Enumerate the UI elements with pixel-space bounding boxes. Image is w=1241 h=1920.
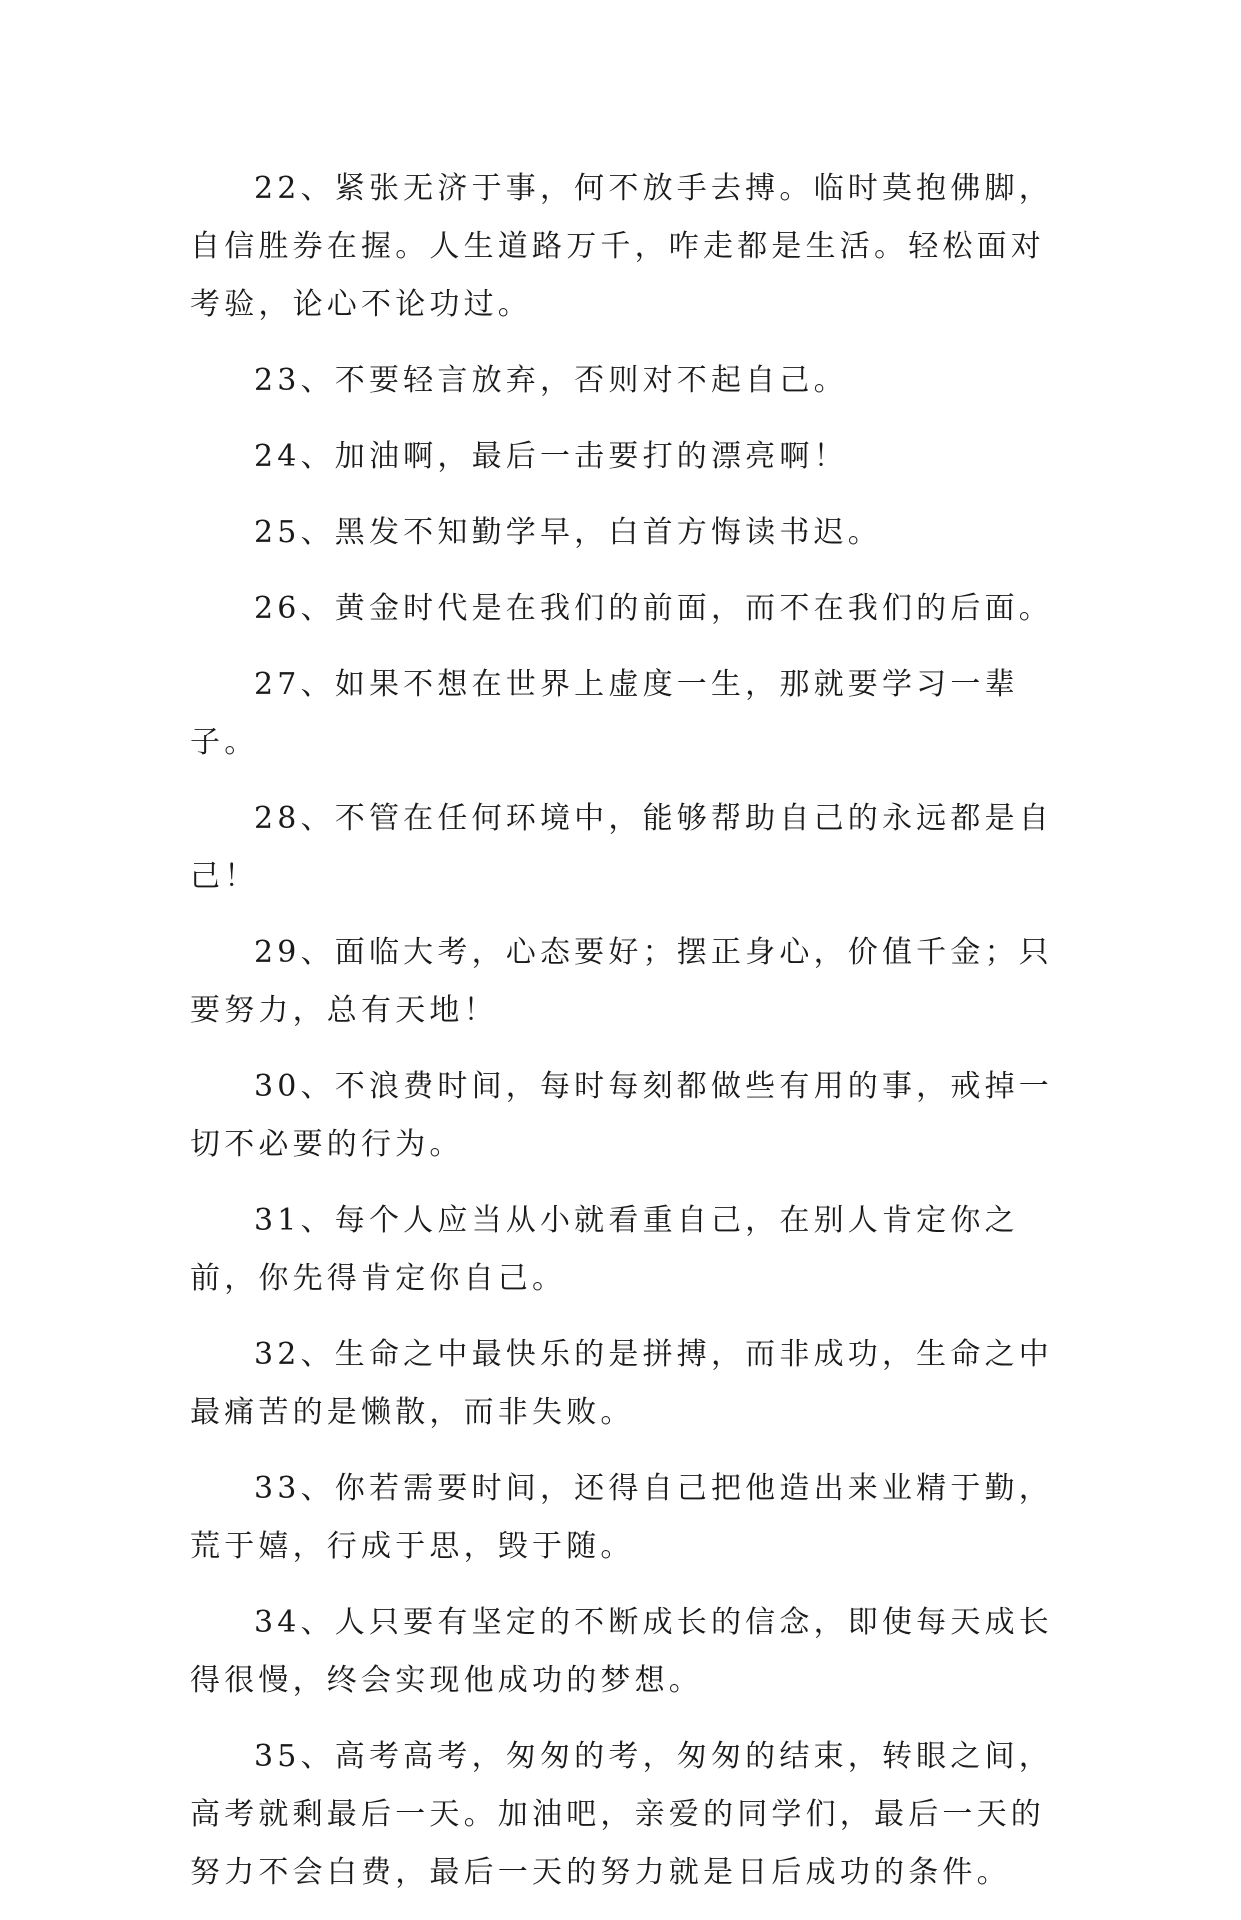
paragraph-24: 24、加油啊，最后一击要打的漂亮啊！ [254, 439, 848, 474]
paragraph-25: 25、黑发不知勤学早，白首方悔读书迟。 [254, 515, 882, 550]
paragraph-33: 33、你若需要时间，还得自己把他造出来业精于勤，荒于嬉，行成于思，毁于随。 [190, 1471, 1053, 1564]
paragraph-29: 29、面临大考，心态要好；摆正身心，价值千金；只要努力，总有天地！ [190, 935, 1053, 1028]
paragraph-34: 34、人只要有坚定的不断成长的信念，即使每天成长得很慢，终会实现他成功的梦想。 [190, 1605, 1053, 1698]
paragraph-23: 23、不要轻言放弃，否则对不起自己。 [254, 363, 848, 398]
paragraph-35: 35、高考高考，匆匆的考，匆匆的结束，转眼之间，高考就剩最后一天。加油吧，亲爱的同学们，最后一天的努力不会白费，最后一天的努力就是日后成功的条件。 [190, 1739, 1053, 1890]
paragraph-30: 30、不浪费时间，每时每刻都做些有用的事，戒掉一切不必要的行为。 [190, 1069, 1053, 1162]
paragraph-28: 28、不管在任何环境中，能够帮助自己的永远都是自己！ [190, 801, 1053, 894]
paragraph-27: 27、如果不想在世界上虚度一生，那就要学习一辈子。 [190, 667, 1019, 760]
paragraph-26: 26、黄金时代是在我们的前面，而不在我们的后面。 [254, 591, 1053, 626]
paragraph-22: 22、紧张无济于事，何不放手去搏。临时莫抱佛脚，自信胜券在握。人生道路万千，咋走都是生活。轻松面对考验，论心不论功过。 [190, 171, 1053, 322]
document-body [190, 160, 1070, 1920]
paragraph-32: 32、生命之中最快乐的是拼搏，而非成功，生命之中最痛苦的是懒散，而非失败。 [190, 1337, 1053, 1430]
paragraph-31: 31、每个人应当从小就看重自己，在别人肯定你之前，你先得肯定你自己。 [190, 1203, 1019, 1296]
